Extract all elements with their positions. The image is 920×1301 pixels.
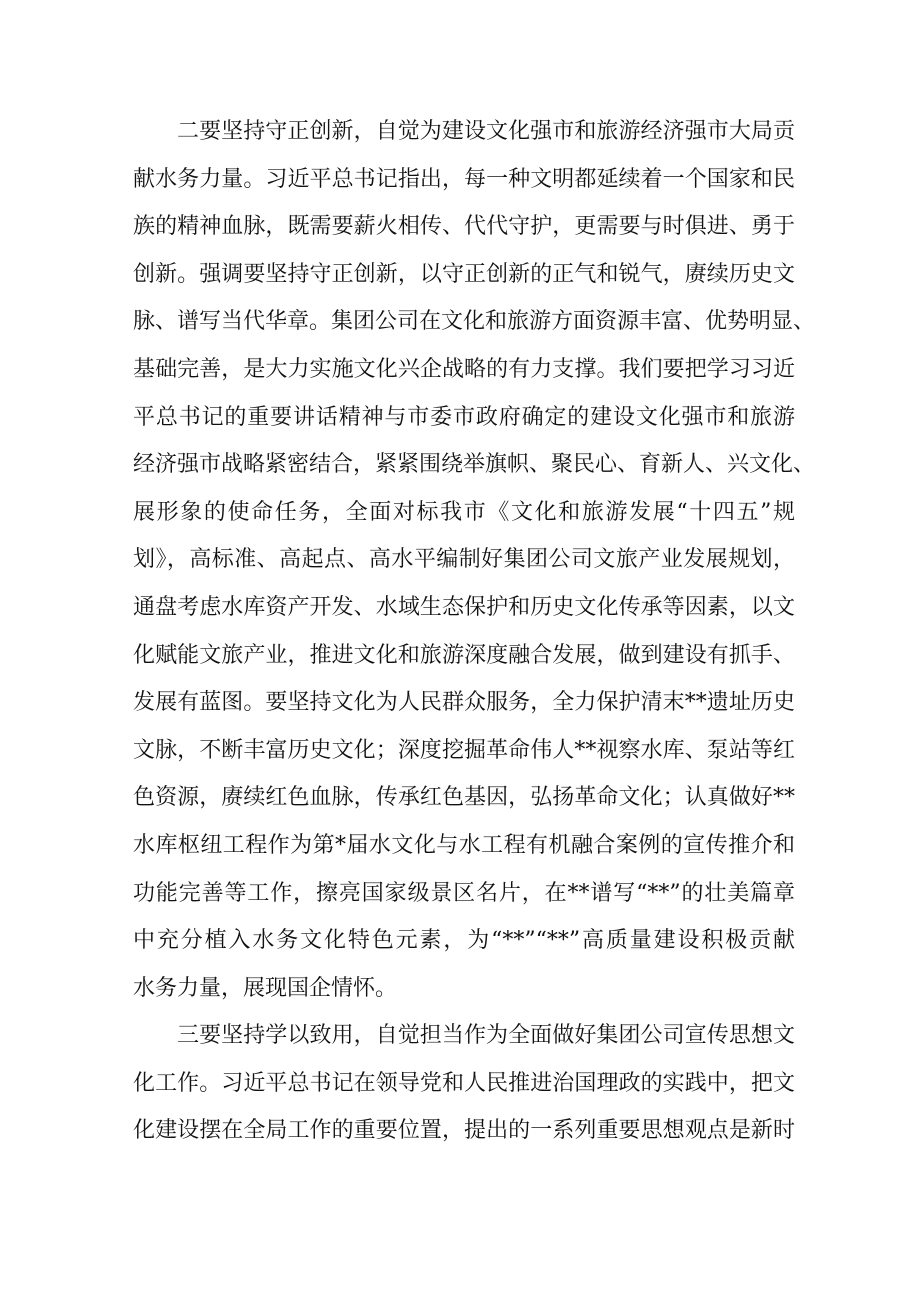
paragraph-1	[133, 108, 816, 1012]
paragraph-line: 功能完善等工作，擦亮国家级景区名片，在**谱写“**”的壮美篇章	[133, 880, 795, 906]
paragraph-line: 基础完善，是大力实施文化兴企战略的有力支撑。我们要把学习习近	[133, 356, 795, 382]
paragraph-line: 通盘考虑水库资产开发、水域生态保护和历史文化传承等因素，以文	[133, 594, 795, 620]
paragraph-line: 创新。强调要坚持守正创新，以守正创新的正气和锐气，赓续历史文	[133, 261, 795, 287]
document-body	[133, 108, 816, 1155]
paragraph-line: 化工作。习近平总书记在领导党和人民推进治国理政的实践中，把文	[133, 1070, 795, 1096]
paragraph-line: 划》，高标准、高起点、高水平编制好集团公司文旅产业发展规划，	[133, 547, 795, 573]
paragraph-line: 水库枢纽工程作为第*届水文化与水工程有机融合案例的宣传推介和	[133, 832, 795, 858]
paragraph-line: 族的精神血脉，既需要薪火相传、代代守护，更需要与时俱进、勇于	[133, 214, 795, 240]
paragraph-line: 中充分植入水务文化特色元素，为“**”“**”高质量建设积极贡献	[133, 928, 795, 954]
paragraph-line: 献水务力量。习近平总书记指出，每一种文明都延续着一个国家和民	[133, 166, 795, 192]
paragraph-line: 三要坚持学以致用，自觉担当作为全面做好集团公司宣传思想文	[177, 1023, 795, 1049]
paragraph-line: 文脉，不断丰富历史文化；深度挖掘革命伟人**视察水库、泵站等红	[133, 737, 795, 763]
paragraph-line: 二要坚持守正创新，自觉为建设文化强市和旅游经济强市大局贡	[177, 119, 795, 144]
paragraph-2	[133, 1012, 795, 1155]
paragraph-line: 色资源，赓续红色血脉，传承红色基因，弘扬革命文化；认真做好**	[133, 785, 795, 811]
paragraph-line: 水务力量，展现国企情怀。	[133, 975, 398, 1001]
paragraph-line: 脉、谱写当代华章。集团公司在文化和旅游方面资源丰富、优势明显、	[133, 309, 816, 335]
paragraph-line: 展形象的使命任务，全面对标我市《文化和旅游发展“十四五”规	[133, 499, 795, 525]
paragraph-line: 化赋能文旅产业，推进文化和旅游深度融合发展，做到建设有抓手、	[133, 642, 795, 668]
paragraph-line: 平总书记的重要讲话精神与市委市政府确定的建设文化强市和旅游	[133, 404, 795, 430]
paragraph-line: 化建设摆在全局工作的重要位置，提出的一系列重要思想观点是新时	[133, 1118, 795, 1144]
paragraph-line: 发展有蓝图。要坚持文化为人民群众服务，全力保护清末**遗址历史	[133, 690, 795, 716]
paragraph-line: 经济强市战略紧密结合，紧紧围绕举旗帜、聚民心、育新人、兴文化、	[133, 452, 816, 478]
